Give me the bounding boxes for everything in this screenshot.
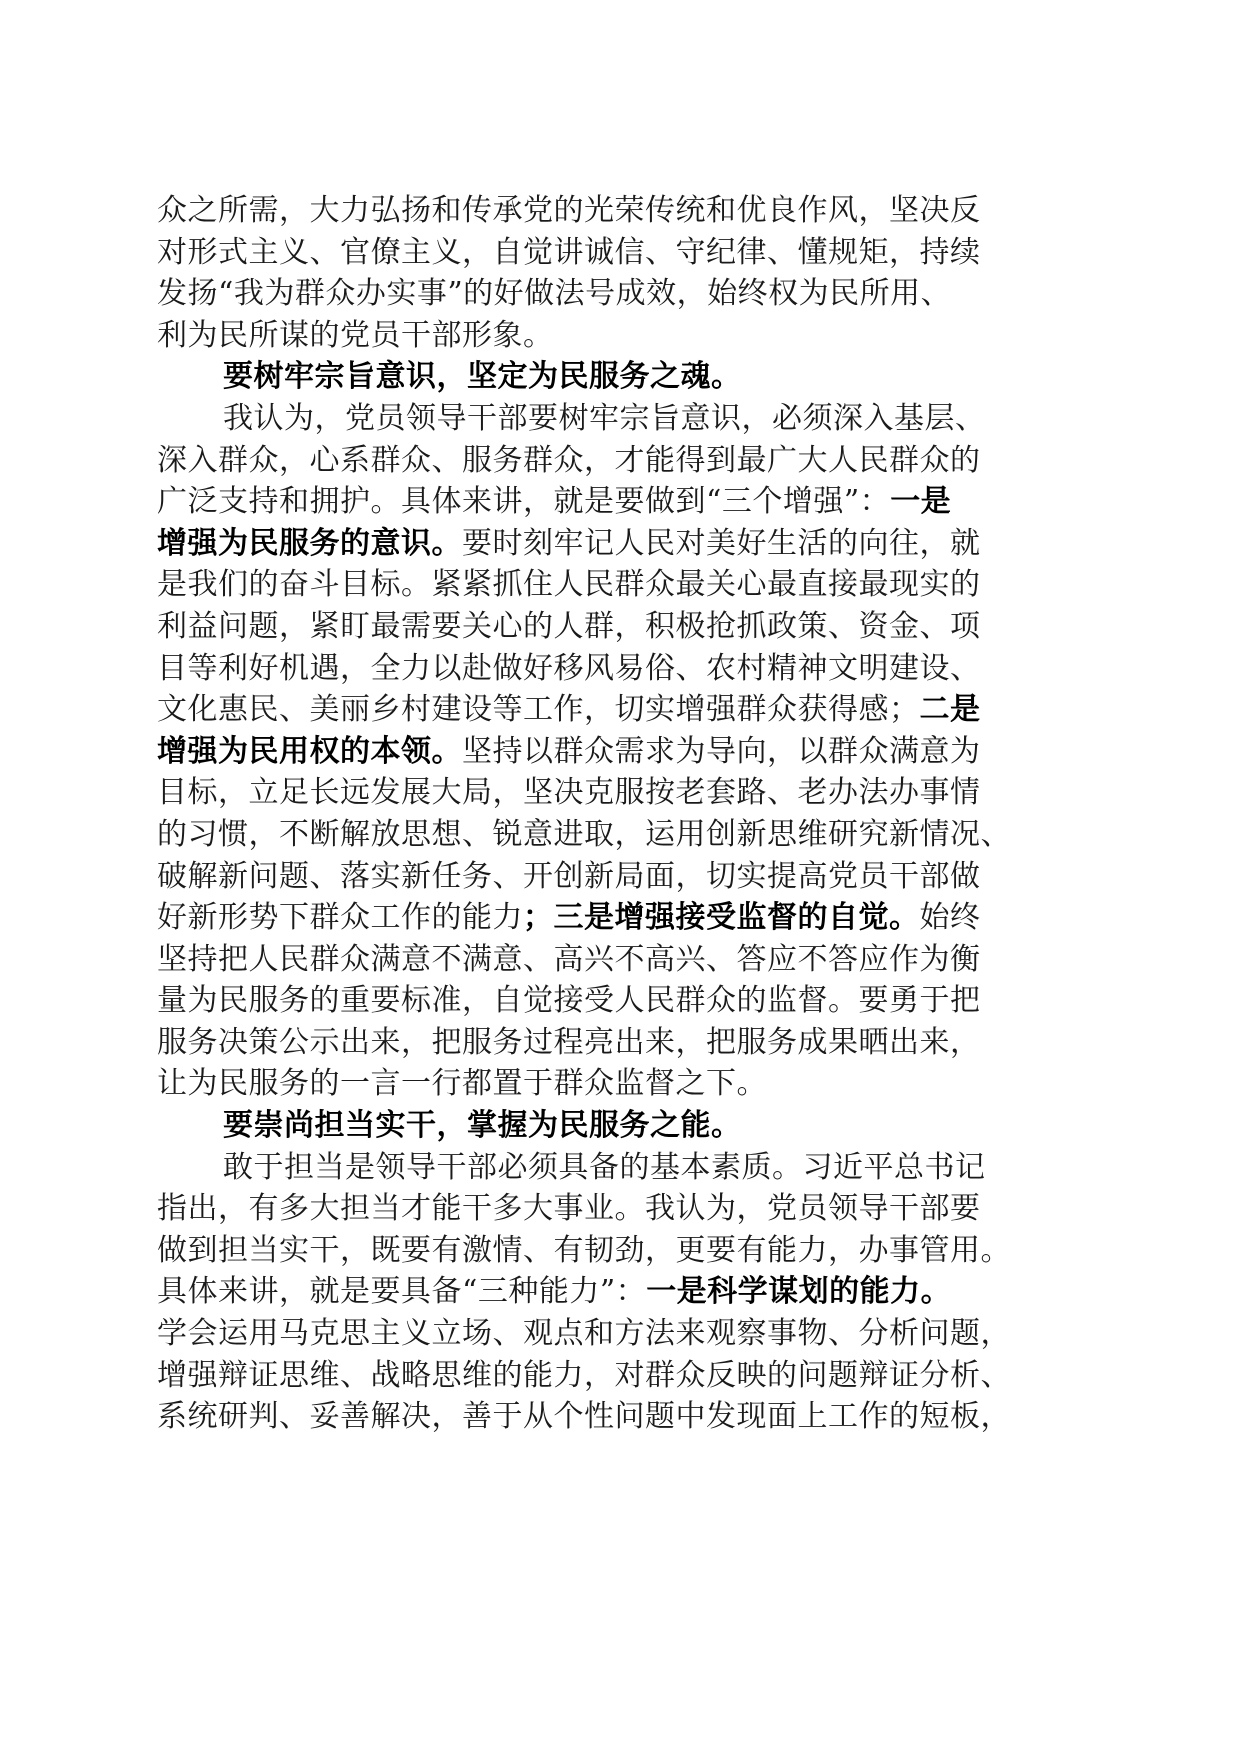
section-heading: 要崇尚担当实干，掌握为民服务之能。 (223, 1108, 742, 1144)
paragraph-line: 指出，有多大担当才能干多大事业。我认为，党员领导干部要 (157, 1191, 981, 1227)
paragraph-line: 让为民服务的一言一行都置于群众监督之下。 (157, 1066, 767, 1102)
paragraph-line: 增强辩证思维、战略思维的能力，对群众反映的问题辩证分析、 (157, 1357, 1011, 1393)
paragraph-line: 量为民服务的重要标准，自觉接受人民群众的监督。要勇于把 (157, 983, 981, 1019)
paragraph-line: 目标，立足长远发展大局，坚决克服按老套路、老办法办事情 (157, 775, 981, 811)
paragraph-line (157, 689, 1085, 731)
paragraph-line: 破解新问题、落实新任务、开创新局面，切实提高党员干部做 (157, 858, 981, 894)
paragraph-line: 对形式主义、官僚主义，自觉讲诚信、守纪律、懂规矩，持续 (157, 234, 981, 270)
paragraph-line: 利益问题，紧盯最需要关心的人群，积极抢抓政策、资金、项 (157, 608, 981, 644)
text-run: 好新形势下群众工作的能力 (157, 900, 523, 936)
paragraph-line: 服务决策公示出来，把服务过程亮出来，把服务成果晒出来， (157, 1024, 981, 1060)
paragraph-line (157, 523, 1085, 565)
paragraph-line: 是我们的奋斗目标。紧紧抓住人民群众最关心最直接最现实的 (157, 567, 981, 603)
bold-text-run: 二是 (919, 692, 981, 728)
paragraph-line: 我认为，党员领导干部要树牢宗旨意识，必须深入基层、 (223, 400, 986, 436)
text-run: 坚持以群众需求为导向，以群众满意为 (462, 733, 981, 769)
paragraph-line: 众之所需，大力弘扬和传承党的光荣传统和优良作风，坚决反 (157, 193, 981, 228)
paragraph-line: 发扬“我为群众办实事”的好做法号成效，始终权为民所用、 (157, 276, 952, 312)
text-run: 具体来讲，就是要具备“三种能力”： (157, 1274, 647, 1310)
paragraph-line (157, 481, 1085, 523)
paragraph-line: 深入群众，心系群众、服务群众，才能得到最广大人民群众的 (157, 442, 981, 478)
paragraph-line: 系统研判、妥善解决，善于从个性问题中发现面上工作的短板， (157, 1399, 1011, 1435)
paragraph-line: 学会运用马克思主义立场、观点和方法来观察事物、分析问题， (157, 1316, 1011, 1352)
section-heading: 要树牢宗旨意识，坚定为民服务之魂。 (223, 359, 742, 395)
paragraph-line (157, 731, 1085, 773)
paragraph-line: 利为民所谋的党员干部形象。 (157, 317, 554, 353)
paragraph-line: 做到担当实干，既要有激情、有韧劲，更要有能力，办事管用。 (157, 1232, 1011, 1268)
text-run: 始终 (919, 900, 981, 936)
bold-text-run: 一是科学谋划的能力。 (646, 1274, 952, 1310)
text-run: 广泛支持和拥护。具体来讲，就是要做到“三个增强”： (157, 484, 891, 520)
paragraph-line: 敢于担当是领导干部必须具备的基本素质。习近平总书记 (223, 1149, 986, 1185)
paragraph-line (157, 897, 1085, 939)
paragraph-line (157, 1271, 1085, 1313)
paragraph-line: 的习惯，不断解放思想、锐意进取，运用创新思维研究新情况、 (157, 816, 1011, 852)
bold-text-run: 一是 (890, 484, 952, 520)
paragraph-line: 目等利好机遇，全力以赴做好移风易俗、农村精神文明建设、 (157, 650, 981, 686)
paragraph-line: 坚持把人民群众满意不满意、高兴不高兴、答应不答应作为衡 (157, 941, 981, 977)
document-body (157, 190, 1085, 1438)
text-run: 文化惠民、美丽乡村建设等工作，切实增强群众获得感； (157, 692, 920, 728)
bold-text-run: ；三是增强接受监督的自觉。 (523, 900, 920, 936)
bold-text-run: 增强为民用权的本领。 (157, 733, 462, 769)
text-run: 要时刻牢记人民对美好生活的向往，就 (462, 525, 981, 561)
bold-text-run: 增强为民服务的意识。 (157, 525, 462, 561)
